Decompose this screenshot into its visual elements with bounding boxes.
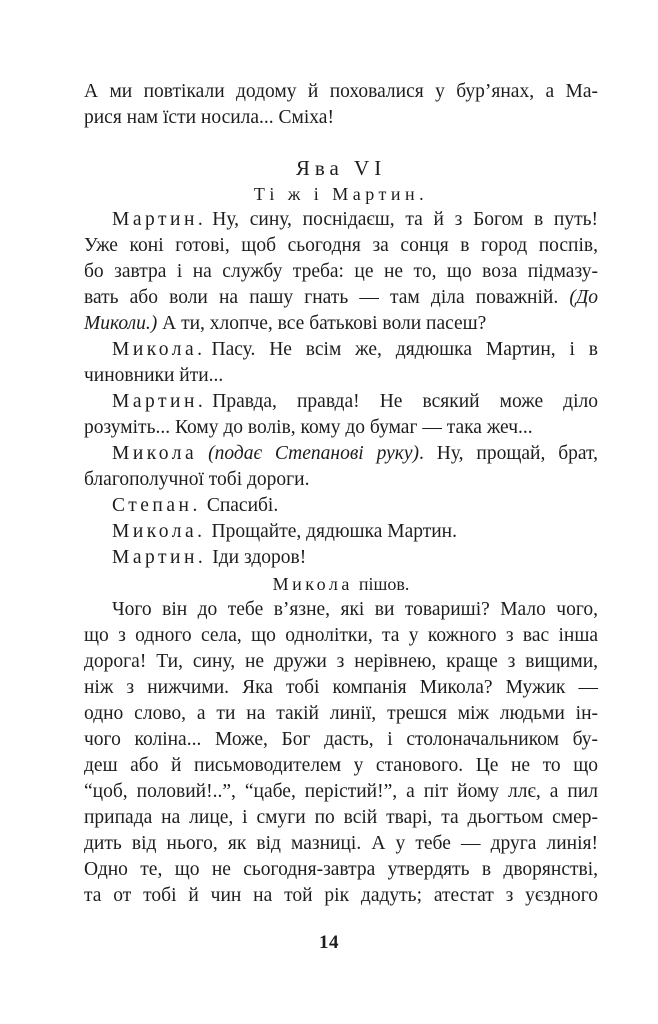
text-line: одно слово, а ти на такій линії, трешся між людьми ін-: [84, 703, 598, 724]
text-line: Уже коні готові, щоб сьогодня за сонця в город поспів,: [84, 235, 598, 256]
text-line: та от тобі й чин на той рік дадуть; атестат з уєздного: [84, 885, 598, 906]
speaker-name: Мартин.: [112, 547, 207, 568]
paragraph-dialogue: [84, 207, 598, 337]
text-line: благополучної тобі дороги.: [84, 469, 310, 490]
text-line: ніж з нижчими. Яка тобі компанія Микола? Мужик —: [84, 677, 598, 698]
stage-direction-centered: [84, 571, 598, 597]
text-line: припада на лице, і смуги по всій тварі, та дьогтьом смер-: [84, 807, 598, 828]
dialogue-text: вать або воли на пашу гнать — там діла поважній.: [84, 287, 570, 308]
text-line: [84, 285, 598, 311]
text-line: [84, 207, 598, 233]
text-line: Чого він до тебе в’язне, які ви товариші? Мало чого,: [112, 599, 598, 620]
text-line: розуміть... Кому до волів, кому до бумаг — така жеч...: [84, 417, 533, 438]
text-block: [84, 79, 598, 909]
text-line: А ми повтікали додому й поховалися у бур’янах, а Ма-: [84, 81, 598, 102]
paragraph-dialogue: [84, 597, 598, 909]
text-line: [84, 337, 598, 363]
text-line: “цоб, половий!..”, “цабе, перістий!”, а піт йому ллє, а пил: [84, 781, 598, 802]
text-line: чиновники йти...: [84, 365, 224, 386]
speaker-name: Микола.: [112, 521, 206, 542]
paragraph-dialogue: [84, 441, 598, 493]
dialogue-text: . Ну, прощай, брат,: [419, 443, 598, 464]
scene-cast: Ті ж і Мартин.: [253, 184, 429, 204]
text-line: [84, 311, 598, 337]
text-line: дорога! Ти, сину, не дружи з нерівнею, краще з вищими,: [84, 651, 598, 672]
dialogue-text: Ну, сину, поснідаєш, та й з Богом в путь!: [212, 209, 598, 230]
dialogue-text: Спасибі.: [206, 495, 279, 516]
paragraph-dialogue: [84, 545, 598, 571]
speaker-name: Степан.: [112, 495, 201, 516]
dialogue-text: Пасу. Не всім же, дядюшка Мартин, і в: [211, 339, 598, 360]
stage-action: пішов.: [358, 574, 410, 594]
text-line: Одно те, що не сьогодня-завтра утвердять в дворянстві,: [84, 859, 598, 880]
stage-direction-inline: (подає Степанові руку): [208, 443, 420, 464]
dialogue-text: Правда, правда! Не всякий може діло: [212, 391, 598, 412]
text-line: дить від нього, як від мазниці. А у тебе — друга линія!: [84, 833, 598, 854]
speaker-name: Мартин.: [112, 391, 207, 412]
stage-direction-inline: Миколи.): [84, 313, 158, 334]
paragraph-dialogue: [84, 337, 598, 389]
text-line: [84, 493, 598, 519]
scene-heading: Ява VI: [295, 156, 387, 180]
paragraph-dialogue: [84, 519, 598, 545]
text-line: [84, 441, 598, 467]
speaker-name: Мартин.: [112, 209, 207, 230]
paragraph-dialogue: [84, 389, 598, 441]
dialogue-text: Прощайте, дядюшка Мартин.: [211, 521, 457, 542]
paragraph-continuation: [84, 79, 598, 131]
speaker-name: Микола.: [112, 339, 206, 360]
text-line: що з одного села, що однолітки, та у кожного з вас інша: [84, 625, 598, 646]
text-line: [84, 545, 598, 571]
stage-direction-inline: (До: [569, 287, 598, 308]
page-number: 14: [319, 932, 339, 953]
text-line: [84, 389, 598, 415]
text-line: деш або й письмоводителем у станового. Це не то що: [84, 755, 598, 776]
text-line: бо завтра і на службу треба: це не то, що воза підмазу-: [84, 261, 598, 282]
speaker-name: Микола: [112, 443, 198, 464]
text-line: чого коліна... Може, Бог дасть, і столоначальником бу-: [84, 729, 598, 750]
paragraph-dialogue: [84, 493, 598, 519]
text-line: рися нам їсти носила... Сміха!: [84, 107, 334, 128]
dialogue-text: А ти, хлопче, все батькові воли пасеш?: [157, 313, 487, 334]
text-line: [84, 519, 598, 545]
character-name: Микола: [272, 574, 353, 594]
dialogue-text: Іди здоров!: [212, 547, 307, 568]
